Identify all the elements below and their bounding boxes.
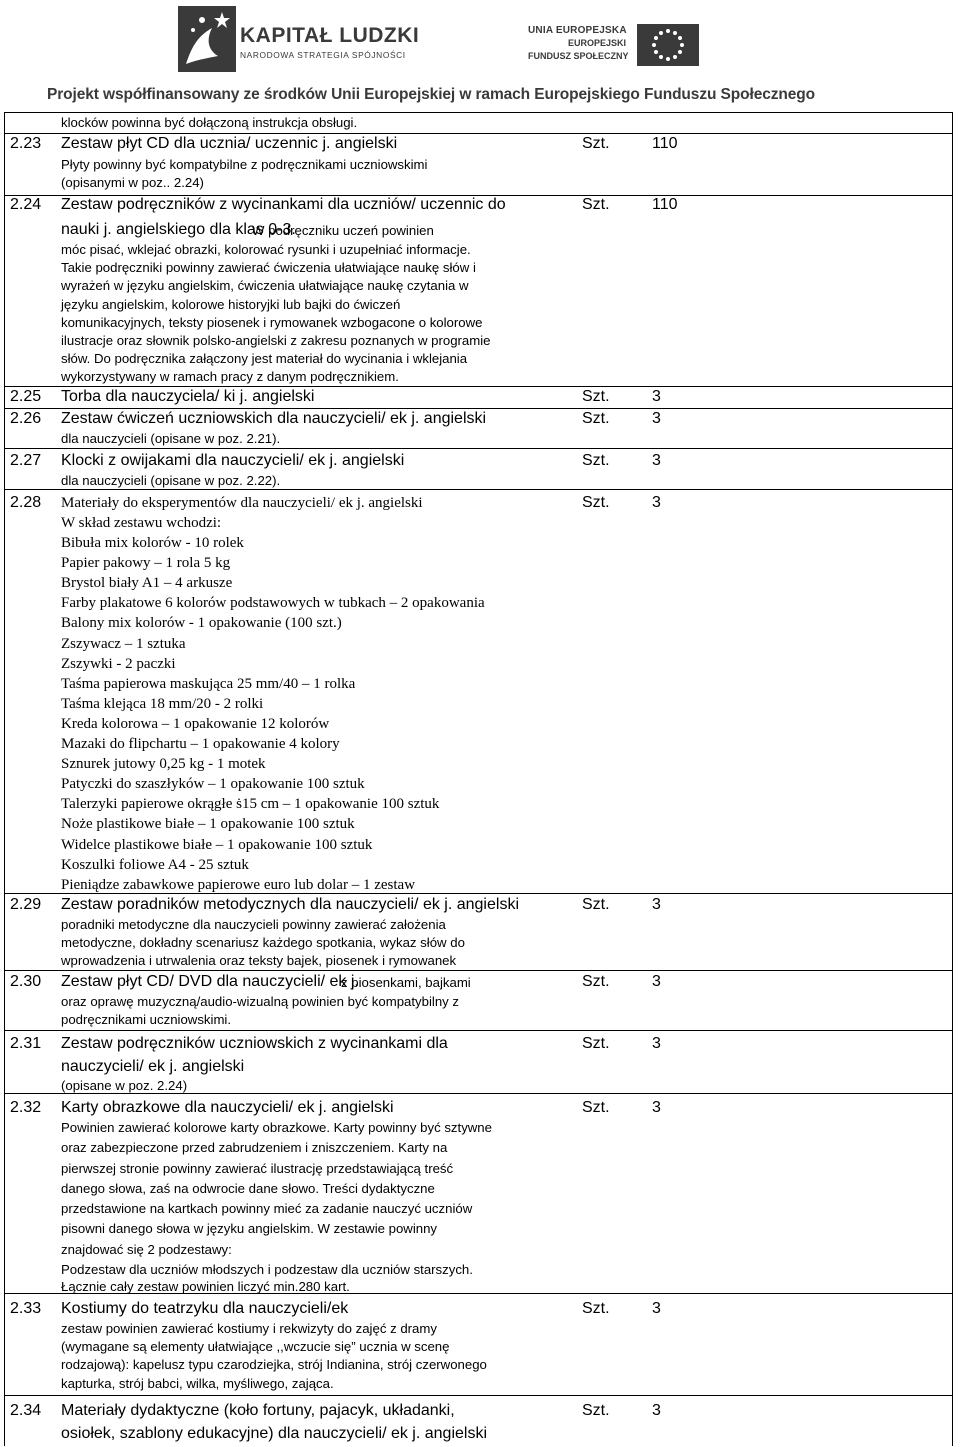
material-line: Farby plakatowe 6 kolorów podstawowych w tubkach – 2 opakowania	[61, 595, 485, 612]
item-title: Zestaw płyt CD/ DVD dla nauczycieli/ ek j.	[61, 973, 359, 990]
item-quantity: 3	[652, 452, 661, 469]
description-line: danego słowa, zaś na odwrocie dane słowo. Treści dydaktyczne	[61, 1180, 435, 1196]
item-title: Zestaw płyt CD dla ucznia/ uczennic j. angielski	[61, 135, 398, 152]
table-row	[5, 134, 952, 196]
table-row	[5, 387, 952, 409]
item-quantity: 3	[652, 388, 661, 405]
item-description	[61, 430, 581, 448]
item-title: Zestaw poradników metodycznych dla nauczycieli/ ek j. angielski	[61, 896, 519, 913]
description-line: podręcznikami uczniowskimi.	[61, 1012, 232, 1028]
table-row	[5, 449, 952, 490]
item-title: Zestaw podręczników z wycinankami dla uczniów/ uczennic do	[61, 196, 506, 213]
description-line: (opisanymi w poz.. 2.24)	[61, 175, 204, 191]
item-title: Karty obrazkowe dla nauczycieli/ ek j. angielski	[61, 1099, 394, 1116]
item-unit: Szt.	[582, 494, 610, 511]
description-line: języku angielskim, kolorowe historyjki lub bajki do ćwiczeń	[61, 296, 401, 312]
item-quantity: 3	[652, 1402, 661, 1419]
item-quantity: 3	[652, 410, 661, 427]
item-number: 2.30	[10, 973, 42, 990]
material-line: Patyczki do szaszłyków – 1 opakowanie 100 sztuk	[61, 776, 365, 793]
item-quantity: 3	[652, 973, 661, 990]
item-number: 2.29	[10, 896, 42, 913]
table-row	[5, 490, 952, 894]
item-title: Materiały do eksperymentów dla nauczycieli/ ek j. angielski	[61, 495, 423, 511]
item-number: 2.33	[10, 1300, 42, 1317]
item-unit: Szt.	[582, 452, 610, 469]
eu-logo	[528, 22, 778, 68]
description-line: wykorzystywany w ramach pracy z danym podręcznikiem.	[61, 369, 399, 385]
item-unit: Szt.	[582, 896, 610, 913]
item-quantity: 110	[652, 196, 678, 213]
description-line: słów. Do podręcznika załączony jest materiał do wycinania i wklejania	[61, 351, 468, 367]
item-unit: Szt.	[582, 196, 610, 213]
material-line: Bibuła mix kolorów - 10 rolek	[61, 535, 244, 552]
description-line: przedstawione na kartkach powinny mieć za zadanie nauczyć uczniów	[61, 1201, 473, 1217]
kapital-ludzki-subtitle: NARODOWA STRATEGIA SPÓJNOŚCI	[240, 50, 406, 60]
item-number: 2.27	[10, 452, 42, 469]
item-title: Kostiumy do teatrzyku dla nauczycieli/ek	[61, 1300, 349, 1317]
item-description	[61, 1320, 581, 1393]
item-number: 2.31	[10, 1035, 42, 1052]
table-row	[5, 409, 952, 449]
material-line: Mazaki do flipchartu – 1 opakowanie 4 kolory	[61, 736, 340, 753]
item-number: 2.32	[10, 1099, 42, 1116]
kapital-ludzki-logo	[178, 6, 418, 72]
material-line: Koszulki foliowe A4 - 25 sztuk	[61, 856, 249, 873]
item-number: 2.26	[10, 410, 42, 427]
material-line: Papier pakowy – 1 rola 5 kg	[61, 555, 231, 572]
table-row	[5, 196, 952, 387]
description-line: poradniki metodyczne dla nauczycieli powinny zawierać założenia	[61, 917, 446, 932]
item-unit: Szt.	[582, 388, 610, 405]
item-description	[61, 1077, 581, 1095]
description-line: (opisane w poz. 2.24)	[61, 1078, 188, 1093]
description-line: Podzestaw dla uczniów młodszych i podzestaw dla uczniów starszych.	[61, 1262, 473, 1278]
material-line: Taśma klejąca 18 mm/20 - 2 rolki	[61, 695, 264, 712]
table-row	[5, 1396, 952, 1446]
item-description	[61, 993, 581, 1029]
material-line: Taśma papierowa maskująca 25 mm/40 – 1 rolka	[61, 675, 356, 692]
description-line: (wymagane są elementy ułatwiające ,,wczucie się” ucznia w scenę	[61, 1339, 450, 1355]
material-line: Widelce plastikowe białe – 1 opakowanie 100 sztuk	[61, 836, 373, 853]
material-line: Balony mix kolorów - 1 opakowanie (100 szt.)	[61, 615, 342, 632]
material-line: Pieniądze zabawkowe papierowe euro lub dolar – 1 zestaw	[61, 876, 416, 893]
page-header	[0, 0, 960, 112]
description-line: ilustracje oraz słownik polsko-angielski z zakresu poznanych w programie	[61, 333, 491, 349]
description-line: Łącznie cały zestaw powinien liczyć min.280 kart.	[61, 1279, 350, 1295]
item-description	[61, 241, 581, 387]
item-quantity: 110	[652, 135, 678, 152]
item-number: 2.34	[10, 1402, 42, 1419]
item-title-continued: osiołek, szablony edukacyjne) dla nauczycieli/ ek j. angielski	[61, 1425, 487, 1442]
material-line: Kreda kolorowa – 1 opakowanie 12 kolorów	[61, 715, 330, 732]
item-unit: Szt.	[582, 1402, 610, 1419]
table-row	[5, 971, 952, 1031]
description-line: dla nauczycieli (opisane w poz. 2.21).	[61, 431, 281, 446]
item-quantity: 3	[652, 1300, 661, 1317]
description-line: pierwszej stronie powinny zawierać ilustrację przedstawiającą treść	[61, 1160, 454, 1176]
item-number: 2.23	[10, 135, 42, 152]
item-title-note: z piosenkami, bajkami	[341, 975, 471, 990]
description-line: znajdować się 2 podzestawy:	[61, 1241, 232, 1257]
item-description	[61, 472, 581, 490]
material-line: Zszywki - 2 paczki	[61, 655, 176, 672]
table-row	[5, 1294, 952, 1396]
eu-name: UNIA EUROPEJSKA	[528, 25, 627, 36]
item-description	[61, 1118, 581, 1298]
material-line: Noże plastikowe białe – 1 opakowanie 100 sztuk	[61, 816, 355, 833]
description-line: kapturka, strój babci, wilka, myśliwego, zająca.	[61, 1375, 334, 1391]
items-table	[4, 112, 953, 1446]
item-quantity: 3	[652, 1035, 661, 1052]
item-description	[61, 156, 581, 192]
kapital-ludzki-emblem-icon	[178, 6, 236, 72]
item-number: 2.28	[10, 494, 42, 511]
table-row	[5, 894, 952, 971]
item-title: Zestaw ćwiczeń uczniowskich dla nauczycieli/ ek j. angielski	[61, 410, 487, 427]
item-unit: Szt.	[582, 1099, 610, 1116]
item-title-continued: nauki j. angielskiego dla klas 0-3.	[61, 221, 296, 238]
material-line: W skład zestawu wchodzi:	[61, 515, 222, 531]
item-unit: Szt.	[582, 1035, 610, 1052]
description-line: rodzajową): kapelusz typu czarodziejka, strój Indianina, strój czerwonego	[61, 1357, 487, 1373]
description-line: wprowadzenia i utrwalenia oraz teksty bajek, piosenek i rymowanek	[61, 953, 457, 969]
description-line: Powinien zawierać kolorowe karty obrazkowe. Karty powinny być sztywne	[61, 1120, 492, 1135]
description-line: komunikacyjnych, teksty piosenek i rymowanek wzbogacone o kolorowe	[61, 314, 483, 330]
item-number: 2.25	[10, 388, 42, 405]
item-description	[61, 114, 581, 132]
description-line: pisowni danego słowa w języku angielskim. W zestawie powinny	[61, 1221, 438, 1237]
table-row	[5, 1094, 952, 1294]
eu-fund-line2: FUNDUSZ SPOŁECZNY	[528, 50, 629, 61]
item-title-continued: nauczycieli/ ek j. angielski	[61, 1058, 245, 1075]
description-line: Takie podręczniki powinny zawierać ćwiczenia ułatwiające naukę słów i	[61, 260, 476, 276]
funding-statement: Projekt współfinansowany ze środków Unii Europejskiej w ramach Europejskiego Funduszu Społecznego	[47, 86, 816, 103]
material-line: Sznurek jutowy 0,25 kg - 1 motek	[61, 756, 266, 773]
item-title: Klocki z owijakami dla nauczycieli/ ek j. angielski	[61, 452, 405, 469]
eu-flag-icon	[637, 24, 699, 66]
item-title: Materiały dydaktyczne (koło fortuny, pajacyk, układanki,	[61, 1402, 455, 1419]
item-quantity: 3	[652, 1099, 661, 1116]
item-title-note: W podręczniku uczeń powinien	[252, 223, 434, 238]
item-number: 2.24	[10, 196, 42, 213]
item-title: Torba dla nauczyciela/ ki j. angielski	[61, 388, 315, 405]
item-title: Zestaw podręczników uczniowskich z wycinankami dla	[61, 1035, 448, 1052]
description-line: wyrażeń w języku angielskim, ćwiczenia ułatwiające naukę czytania w	[61, 278, 469, 294]
material-line: Zszywacz – 1 sztuka	[61, 635, 186, 652]
item-description	[61, 916, 581, 971]
description-line: oraz zabezpieczone przed zabrudzeniem i zniszczeniem. Karty na	[61, 1140, 448, 1156]
description-line: móc pisać, wklejać obrazki, kolorować rysunki i uzupełniać informacje.	[61, 242, 471, 257]
item-description	[61, 513, 485, 895]
material-line: Talerzyki papierowe okrągłe ṡ15 cm – 1 opakowanie 100 sztuk	[61, 796, 440, 813]
table-row	[5, 1031, 952, 1094]
material-line: Brystol biały A1 – 4 arkusze	[61, 575, 233, 592]
description-line: oraz oprawę muzyczną/audio-wizualną powinien być kompatybilny z	[61, 994, 460, 1009]
item-quantity: 3	[652, 896, 661, 913]
item-unit: Szt.	[582, 973, 610, 990]
description-line: zestaw powinien zawierać kostiumy i rekwizyty do zajęć z dramy	[61, 1321, 437, 1336]
description-line: dla nauczycieli (opisane w poz. 2.22).	[61, 473, 281, 488]
item-unit: Szt.	[582, 1300, 610, 1317]
eu-fund-line1: EUROPEJSKI	[567, 38, 626, 49]
description-line: Płyty powinny być kompatybilne z podręcznikami uczniowskimi	[61, 157, 428, 172]
item-quantity: 3	[652, 494, 661, 511]
eu-logo-text	[528, 25, 629, 62]
item-unit: Szt.	[582, 135, 610, 152]
description-line: metodyczne, dokładny scenariusz każdego spotkania, wykaz słów do	[61, 935, 465, 951]
description-line: klocków powinna być dołączoną instrukcja obsługi.	[61, 115, 358, 130]
table-row	[5, 113, 952, 134]
kapital-ludzki-title: KAPITAŁ LUDZKI	[240, 24, 420, 47]
item-unit: Szt.	[582, 410, 610, 427]
